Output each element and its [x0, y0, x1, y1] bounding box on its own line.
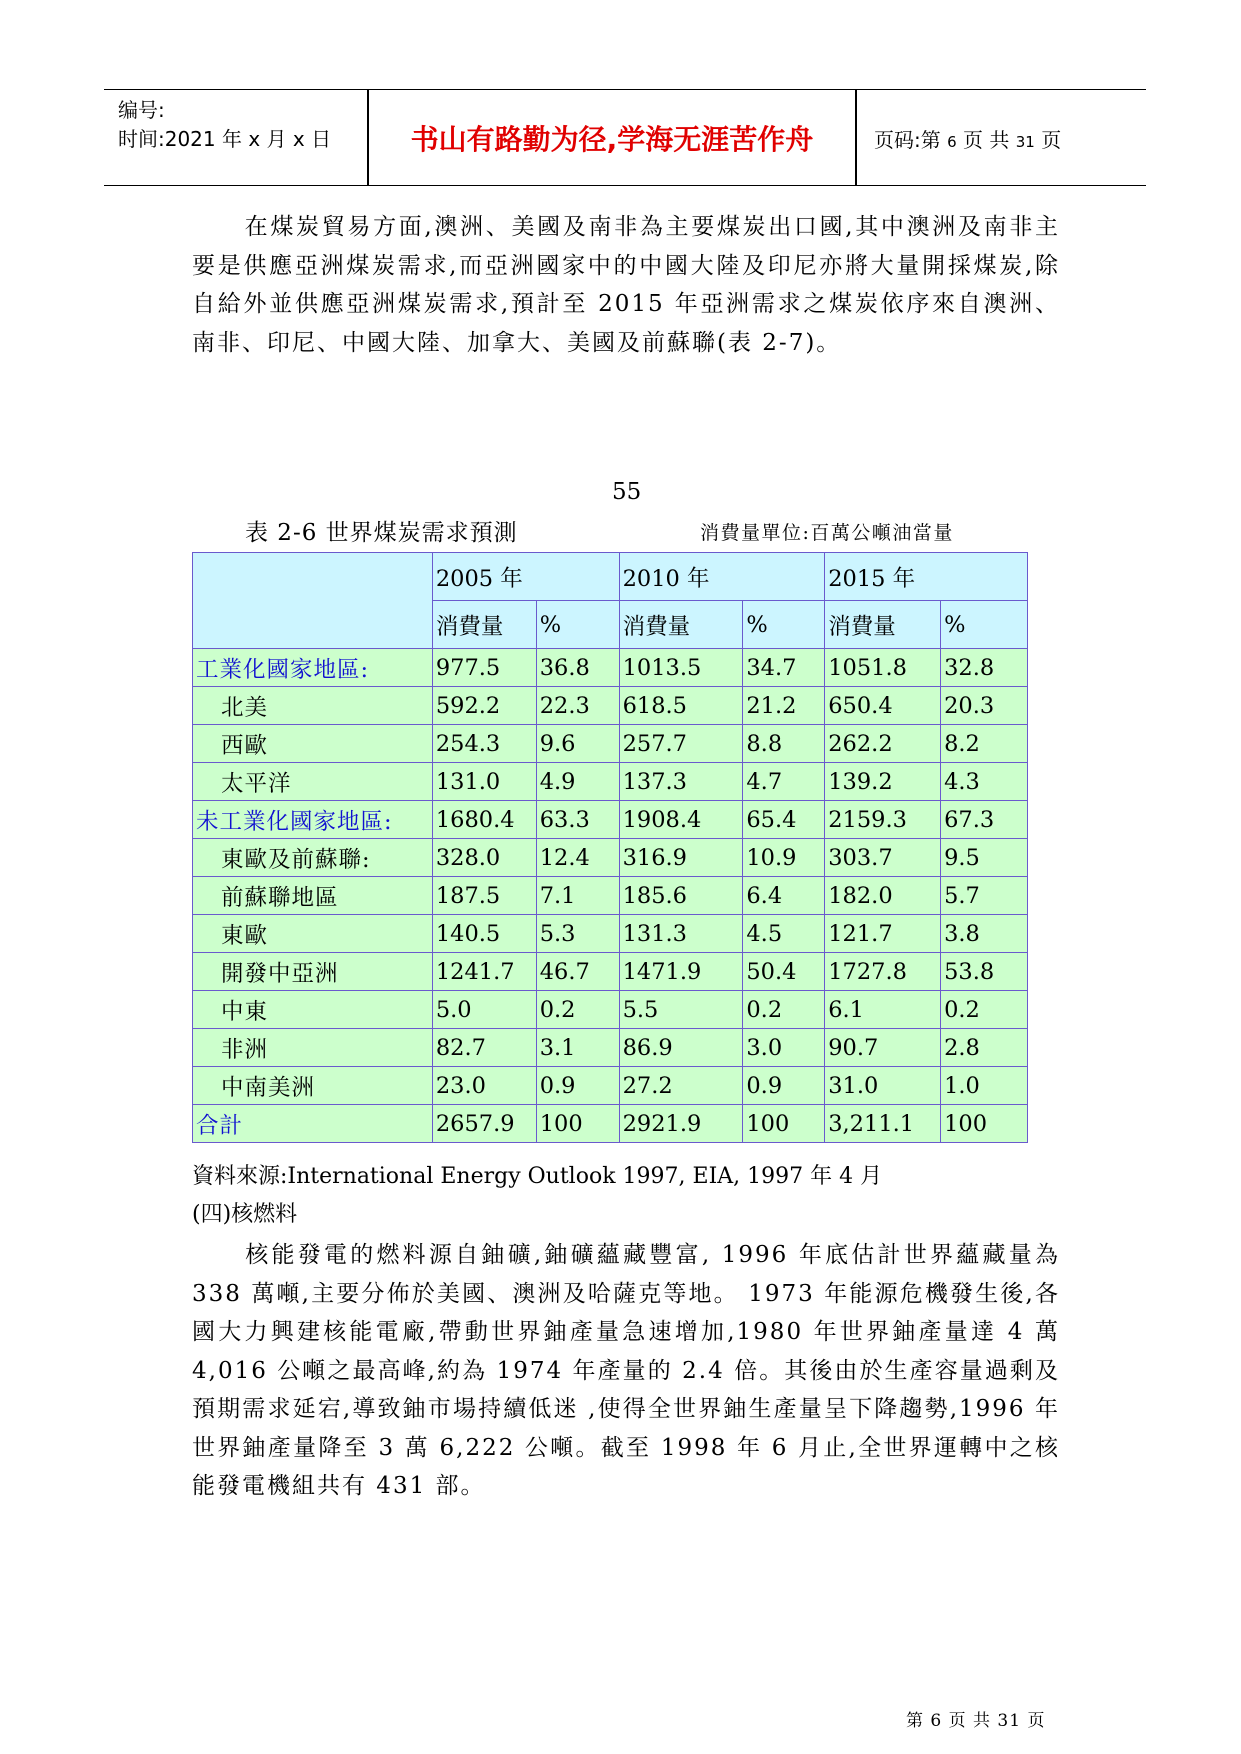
table-cell: 31.0 [825, 1067, 941, 1105]
table-row [193, 1029, 1028, 1067]
header-page-info [874, 124, 1061, 153]
row-label: 工業化國家地區: [193, 649, 433, 687]
row-label: 中南美洲 [193, 1067, 433, 1105]
table-cell: 21.2 [743, 687, 825, 725]
row-label: 未工業化國家地區: [193, 801, 433, 839]
table-cell: 182.0 [825, 877, 941, 915]
table-cell: 316.9 [619, 839, 743, 877]
table-cell: 9.6 [536, 725, 619, 763]
section-heading: (四)核燃料 [192, 1202, 298, 1227]
table-cell: 977.5 [432, 649, 536, 687]
row-label: 東歐及前蘇聯: [193, 839, 433, 877]
table-source: 資料來源:International Energy Outlook 1997, EIA, 1997 年 4 月 [192, 1164, 883, 1189]
table-cell: 3.0 [743, 1029, 825, 1067]
table-cell: 20.3 [941, 687, 1028, 725]
table-cell: 121.7 [825, 915, 941, 953]
table-cell: 592.2 [432, 687, 536, 725]
table-cell: 618.5 [619, 687, 743, 725]
table-cell: 0.9 [743, 1067, 825, 1105]
table-unit: 消費量單位:百萬公噸油當量 [700, 522, 954, 544]
header-page-mid: 页 共 [963, 128, 1010, 152]
table-cell: 4.3 [941, 763, 1028, 801]
table-row [193, 763, 1028, 801]
paragraph-coal-trade-text: 在煤炭貿易方面,澳洲、美國及南非為主要煤炭出口國,其中澳洲及南非主要是供應亞洲煤炭需求,而亞洲國家中的中國大陸及印尼亦將大量開採煤炭,除自給外並供應亞洲煤炭需求,預計至 2015 年亞洲需求之煤炭依序來自澳洲、南非、印尼、中國大陸、加拿大、美國及前蘇聯(表 2-7)。 [192, 214, 1060, 356]
header-page-prefix: 页码:第 [874, 128, 941, 152]
header-meta [118, 96, 331, 154]
row-label: 中東 [193, 991, 433, 1029]
paragraph-nuclear-fuel [192, 1236, 1060, 1506]
table-cell: 12.4 [536, 839, 619, 877]
table-cell: 6.4 [743, 877, 825, 915]
row-label: 開發中亞洲 [193, 953, 433, 991]
row-label: 西歐 [193, 725, 433, 763]
table-cell: 262.2 [825, 725, 941, 763]
table-cell: 82.7 [432, 1029, 536, 1067]
table-row [193, 1105, 1028, 1143]
coal-demand-table [192, 552, 1028, 1143]
table-cell: 63.3 [536, 801, 619, 839]
table-cell: 3.1 [536, 1029, 619, 1067]
table-cell: 23.0 [432, 1067, 536, 1105]
header-page-total: 31 [1015, 133, 1035, 151]
subheader-cell: 消費量 [825, 601, 941, 649]
subheader-cell: % [941, 601, 1028, 649]
table-cell: 34.7 [743, 649, 825, 687]
table-cell: 22.3 [536, 687, 619, 725]
table-cell: 2657.9 [432, 1105, 536, 1143]
table-cell: 6.1 [825, 991, 941, 1029]
table-cell: 0.9 [536, 1067, 619, 1105]
table-cell: 1908.4 [619, 801, 743, 839]
table-cell: 187.5 [432, 877, 536, 915]
row-label: 合計 [193, 1105, 433, 1143]
table-cell: 67.3 [941, 801, 1028, 839]
year-header: 2010 年 [619, 553, 825, 601]
table-cell: 1013.5 [619, 649, 743, 687]
header-page-current: 6 [947, 133, 957, 151]
table-cell: 50.4 [743, 953, 825, 991]
table-cell: 10.9 [743, 839, 825, 877]
header-motto: 书山有路勤为径,学海无涯苦作舟 [410, 123, 814, 156]
subheader-cell: % [536, 601, 619, 649]
table-cell: 1241.7 [432, 953, 536, 991]
table-cell: 131.3 [619, 915, 743, 953]
row-label: 太平洋 [193, 763, 433, 801]
table-cell: 1.0 [941, 1067, 1028, 1105]
table-row [193, 915, 1028, 953]
table-cell: 0.2 [536, 991, 619, 1029]
table-cell: 2.8 [941, 1029, 1028, 1067]
table-cell: 8.8 [743, 725, 825, 763]
table-row [193, 687, 1028, 725]
table-corner-cell [193, 553, 433, 649]
table-cell: 7.1 [536, 877, 619, 915]
table-row [193, 953, 1028, 991]
table-cell: 1051.8 [825, 649, 941, 687]
table-cell: 100 [743, 1105, 825, 1143]
table-row [193, 649, 1028, 687]
row-label: 非洲 [193, 1029, 433, 1067]
subheader-cell: 消費量 [619, 601, 743, 649]
table-cell: 185.6 [619, 877, 743, 915]
table-cell: 1680.4 [432, 801, 536, 839]
header-page-suffix: 页 [1041, 128, 1062, 152]
table-row [193, 725, 1028, 763]
header-time-label: 时间:2021 年 x 月 x 日 [118, 127, 332, 151]
row-label: 前蘇聯地區 [193, 877, 433, 915]
table-cell: 4.7 [743, 763, 825, 801]
table-cell: 650.4 [825, 687, 941, 725]
table-row [193, 877, 1028, 915]
table-cell: 3.8 [941, 915, 1028, 953]
table-cell: 1727.8 [825, 953, 941, 991]
inline-page-number: 55 [612, 479, 642, 505]
subheader-cell: 消費量 [432, 601, 536, 649]
table-cell: 100 [941, 1105, 1028, 1143]
table-row [193, 991, 1028, 1029]
table-cell: 303.7 [825, 839, 941, 877]
table-cell: 257.7 [619, 725, 743, 763]
table-cell: 100 [536, 1105, 619, 1143]
page-footer: 第 6 页 共 31 页 [906, 1711, 1046, 1731]
table-cell: 5.0 [432, 991, 536, 1029]
table-cell: 254.3 [432, 725, 536, 763]
table-cell: 4.9 [536, 763, 619, 801]
subheader-cell: % [743, 601, 825, 649]
header-divider [855, 90, 857, 185]
table-row [193, 1067, 1028, 1105]
table-cell: 5.5 [619, 991, 743, 1029]
table-cell: 4.5 [743, 915, 825, 953]
table-cell: 46.7 [536, 953, 619, 991]
table-cell: 1471.9 [619, 953, 743, 991]
table-cell: 5.7 [941, 877, 1028, 915]
table-title: 表 2-6 世界煤炭需求預測 [245, 520, 518, 546]
table-cell: 131.0 [432, 763, 536, 801]
table-cell: 328.0 [432, 839, 536, 877]
table-row [193, 801, 1028, 839]
table-cell: 90.7 [825, 1029, 941, 1067]
table-cell: 2159.3 [825, 801, 941, 839]
table-cell: 0.2 [941, 991, 1028, 1029]
table-cell: 5.3 [536, 915, 619, 953]
table-cell: 3,211.1 [825, 1105, 941, 1143]
table-cell: 65.4 [743, 801, 825, 839]
row-label: 東歐 [193, 915, 433, 953]
table-cell: 36.8 [536, 649, 619, 687]
table-cell: 0.2 [743, 991, 825, 1029]
page-header [104, 89, 1146, 186]
table-cell: 2921.9 [619, 1105, 743, 1143]
paragraph-nuclear-fuel-text: 核能發電的燃料源自鈾礦,鈾礦蘊藏豐富, 1996 年底估計世界蘊藏量為 338 萬噸,主要分佈於美國、澳洲及哈薩克等地。 1973 年能源危機發生後,各國大力興建核能電廠,帶動世界鈾產量急速增加,1980 年世界鈾產量達 4 萬 4,016 公噸之最高峰,約為 1974 年產量的 2.4 倍。其後由於生產容量過剩及預期需求延宕,導致鈾市場持續低迷 ,使得全世界鈾生產量呈下降趨勢,1996 年世界鈾產量降至 3 萬 6,222 公噸。截至 1998 年 6 月止,全世界運轉中之核能發電機組共有 431 部。 [192, 1242, 1060, 1499]
table-cell: 32.8 [941, 649, 1028, 687]
table-cell: 86.9 [619, 1029, 743, 1067]
table-cell: 27.2 [619, 1067, 743, 1105]
row-label: 北美 [193, 687, 433, 725]
table-cell: 139.2 [825, 763, 941, 801]
table-cell: 140.5 [432, 915, 536, 953]
table-cell: 8.2 [941, 725, 1028, 763]
table-cell: 9.5 [941, 839, 1028, 877]
table-row [193, 839, 1028, 877]
year-header: 2015 年 [825, 553, 1028, 601]
year-header: 2005 年 [432, 553, 619, 601]
paragraph-coal-trade [192, 208, 1060, 362]
table-cell: 53.8 [941, 953, 1028, 991]
header-number-label: 编号: [118, 98, 165, 122]
table-cell: 137.3 [619, 763, 743, 801]
table-header-row-years [193, 553, 1028, 601]
